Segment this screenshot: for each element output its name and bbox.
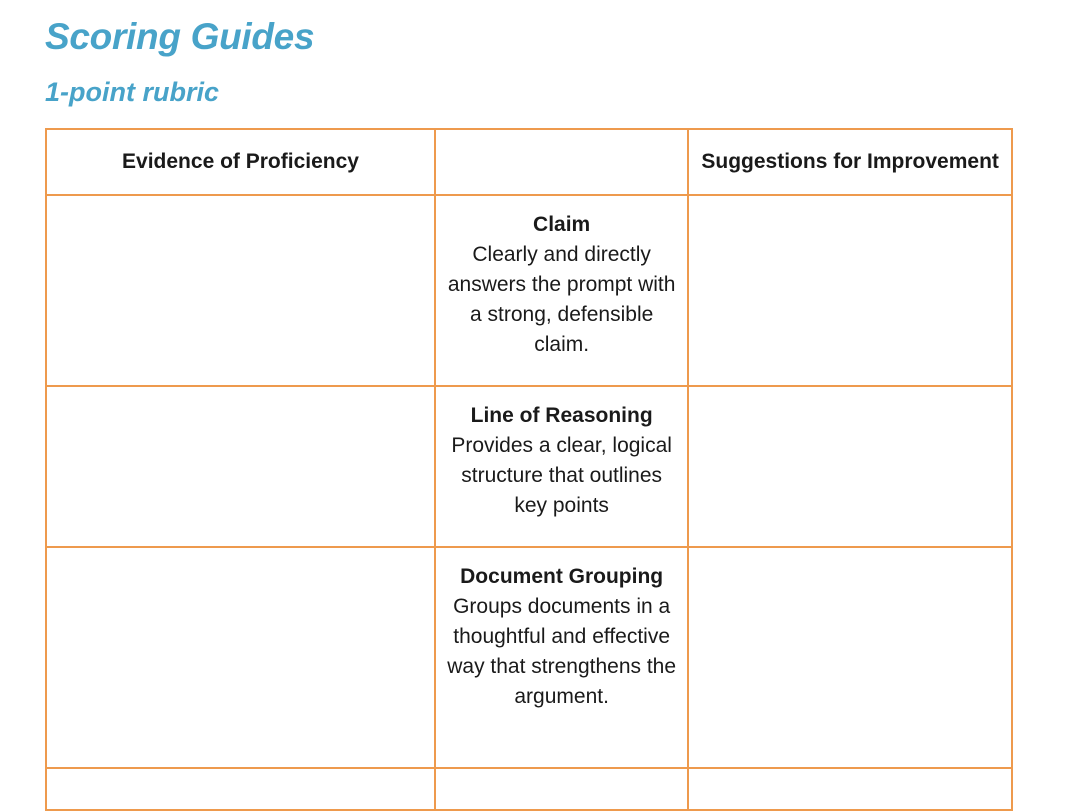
header-row — [46, 129, 1012, 195]
suggestions-cell[interactable] — [688, 547, 1012, 768]
criterion-cell — [435, 195, 688, 386]
evidence-cell[interactable] — [46, 386, 435, 547]
header-evidence-of-proficiency: Evidence of Proficiency — [46, 129, 435, 195]
page-title: Scoring Guides — [45, 16, 315, 57]
criterion-cell — [435, 547, 688, 768]
criterion-name: Document Grouping — [460, 565, 664, 588]
header-criteria — [435, 129, 688, 195]
table-row — [46, 195, 1012, 386]
suggestions-cell[interactable] — [688, 195, 1012, 386]
table-row — [46, 547, 1012, 768]
evidence-cell — [46, 768, 435, 810]
criterion-name: Claim — [533, 213, 591, 236]
criterion-cell — [435, 768, 688, 810]
table-row-partial — [46, 768, 1012, 810]
page-subtitle: 1-point rubric — [45, 77, 219, 107]
criterion-description: Groups documents in a thoughtful and effective way that strengthens the argument. — [447, 595, 677, 708]
criterion-name: Line of Reasoning — [470, 404, 653, 427]
criterion-description: Provides a clear, logical structure that outlines key points — [451, 434, 672, 517]
header-suggestions-for-improvement: Suggestions for Improvement — [688, 129, 1012, 195]
suggestions-cell — [688, 768, 1012, 810]
suggestions-cell[interactable] — [688, 386, 1012, 547]
evidence-cell[interactable] — [46, 547, 435, 768]
criterion-cell — [435, 386, 688, 547]
criterion-description: Clearly and directly answers the prompt with a strong, defensible claim. — [447, 243, 676, 356]
evidence-cell[interactable] — [46, 195, 435, 386]
table-row — [46, 386, 1012, 547]
rubric-table — [45, 128, 1013, 811]
